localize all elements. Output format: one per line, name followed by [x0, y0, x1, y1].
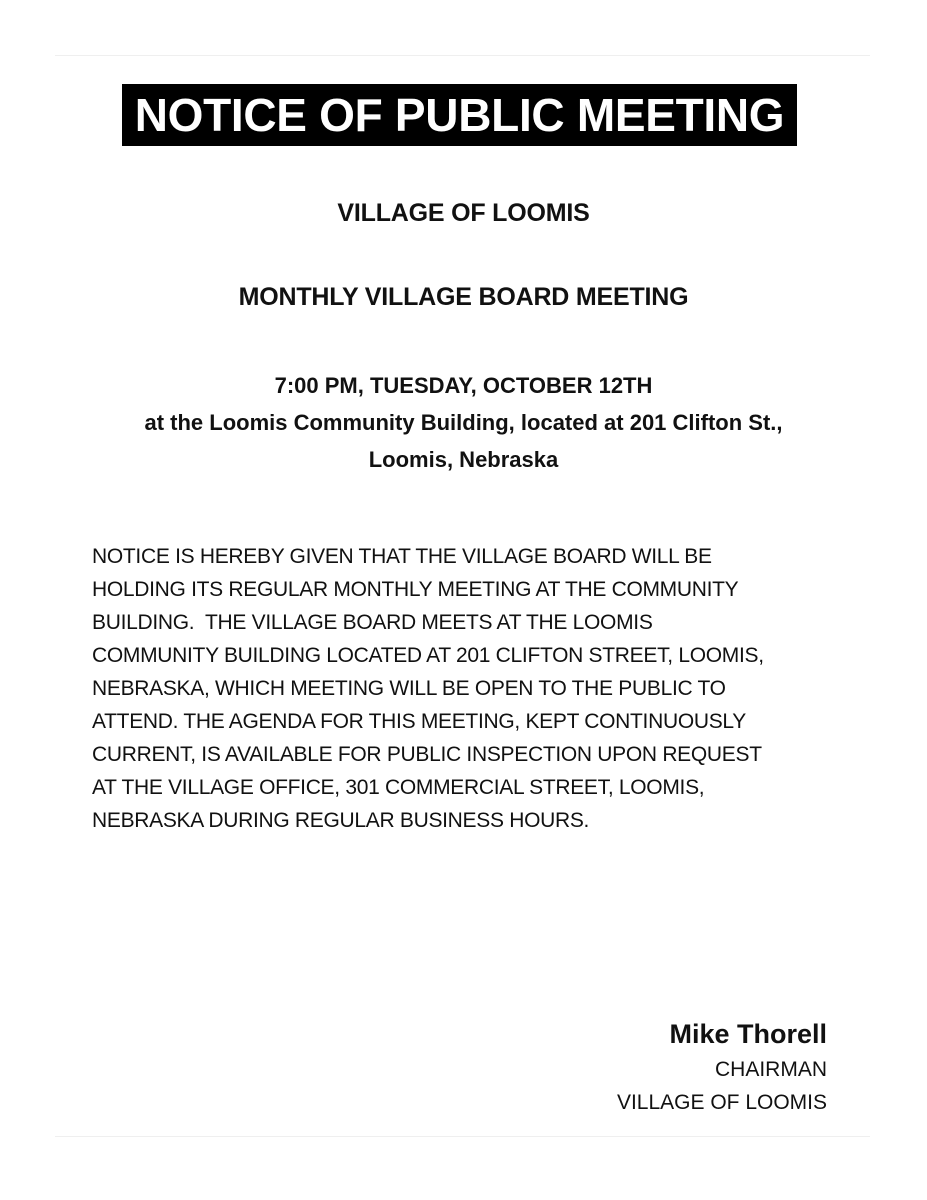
meeting-location: at the Loomis Community Building, located at 201 Clifton St.,: [144, 410, 783, 435]
body-line: HOLDING ITS REGULAR MONTHLY MEETING AT THE COMMUNITY: [92, 578, 739, 601]
bottom-divider: [55, 1136, 870, 1137]
signatory-title: CHAIRMAN: [714, 1058, 827, 1081]
body-line: BUILDING. THE VILLAGE BOARD MEETS AT THE LOOMIS: [92, 611, 653, 634]
body-line: NEBRASKA DURING REGULAR BUSINESS HOURS.: [92, 809, 590, 832]
signatory-name: Mike Thorell: [669, 1019, 827, 1049]
body-line: NEBRASKA, WHICH MEETING WILL BE OPEN TO THE PUBLIC TO: [92, 677, 726, 700]
notice-banner: NOTICE OF PUBLIC MEETING: [122, 84, 797, 146]
meeting-city: Loomis, Nebraska: [368, 447, 559, 472]
body-line: COMMUNITY BUILDING LOCATED AT 201 CLIFTON STREET, LOOMIS,: [92, 644, 764, 667]
body-line: NOTICE IS HEREBY GIVEN THAT THE VILLAGE BOARD WILL BE: [92, 545, 712, 568]
meeting-name-heading: MONTHLY VILLAGE BOARD MEETING: [238, 283, 689, 311]
signature-block: [617, 1015, 827, 1119]
body-line: AT THE VILLAGE OFFICE, 301 COMMERCIAL STREET, LOOMIS,: [92, 776, 705, 799]
meeting-time-location: [0, 367, 927, 478]
meeting-time: 7:00 PM, TUESDAY, OCTOBER 12TH: [274, 373, 653, 398]
body-line: ATTEND. THE AGENDA FOR THIS MEETING, KEPT CONTINUOUSLY: [92, 710, 746, 733]
signatory-organization: VILLAGE OF LOOMIS: [616, 1091, 827, 1114]
notice-body: [92, 540, 852, 837]
body-line: CURRENT, IS AVAILABLE FOR PUBLIC INSPECTION UPON REQUEST: [92, 743, 762, 766]
village-heading: VILLAGE OF LOOMIS: [337, 199, 590, 227]
top-divider: [55, 55, 870, 56]
